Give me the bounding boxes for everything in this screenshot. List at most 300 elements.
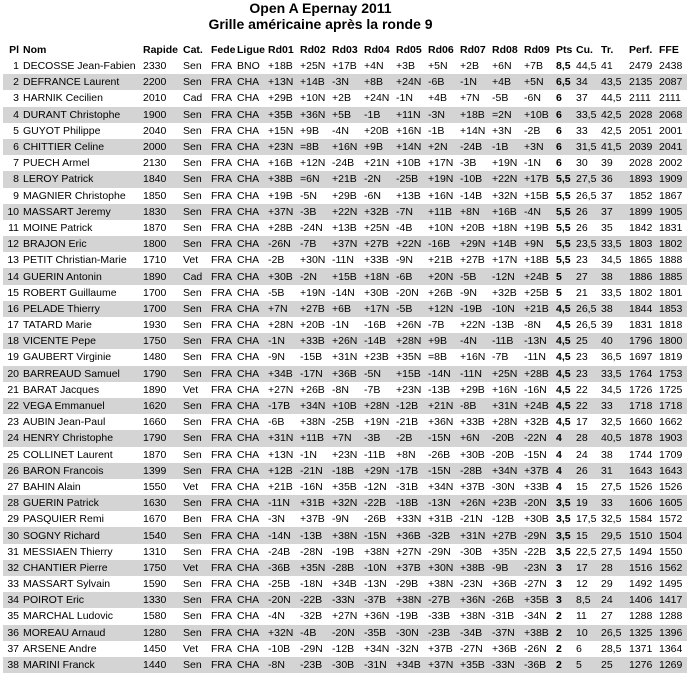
- table-cell: 2087: [658, 74, 687, 90]
- column-header: Perf.: [629, 43, 653, 56]
- table-cell: 41: [601, 60, 613, 73]
- table-cell: 1830: [142, 204, 182, 220]
- table-cell: -30N: [395, 625, 427, 641]
- table-cell: FRA: [210, 204, 236, 220]
- table-cell: -24B: [459, 139, 491, 155]
- table-cell: +27B: [460, 254, 485, 267]
- table-cell: Sen: [183, 124, 202, 137]
- table-cell: +33B: [460, 416, 485, 429]
- table-cell: 34,5: [601, 254, 622, 267]
- table-cell: +3B: [396, 60, 415, 73]
- table-cell: 1725: [659, 383, 683, 396]
- table-cell: FRA: [211, 221, 232, 234]
- table-cell: -22N: [523, 430, 555, 446]
- table-cell: -16N: [524, 383, 547, 396]
- table-cell: 1288: [659, 610, 683, 623]
- table-cell: 23,5: [575, 236, 600, 252]
- table-cell: 1280: [142, 625, 182, 641]
- table-cell: +30B: [524, 513, 549, 526]
- table-row: [3, 236, 687, 252]
- table-cell: -7B: [492, 351, 509, 364]
- table-cell: +33B: [524, 480, 549, 493]
- table-cell: -23N: [460, 578, 483, 591]
- table-cell: +16N: [428, 189, 454, 202]
- table-cell: 24: [576, 448, 588, 461]
- table-cell: -17B: [395, 463, 427, 479]
- table-cell: 2028: [628, 107, 658, 123]
- table-cell: +22N: [331, 204, 363, 220]
- table-cell: +27N: [332, 610, 358, 623]
- table-cell: 26: [3, 463, 22, 479]
- table-cell: +30N: [300, 254, 326, 267]
- table-cell: FRA: [211, 92, 232, 105]
- table-cell: 38: [600, 301, 628, 317]
- table-cell: +10B: [396, 157, 421, 170]
- table-cell: -14N: [267, 527, 299, 543]
- standings-table: [3, 41, 687, 673]
- table-cell: MARCHAL Ludovic: [23, 610, 114, 623]
- table-cell: -11N: [524, 351, 546, 364]
- table-cell: 1870: [143, 448, 167, 461]
- table-cell: +5N: [428, 60, 448, 73]
- table-cell: -3N: [331, 74, 363, 90]
- table-cell: 1905: [658, 204, 687, 220]
- table-cell: -32N: [396, 642, 419, 655]
- table-cell: +36B: [395, 527, 427, 543]
- table-cell: MASSART Jeremy: [22, 204, 142, 220]
- table-cell: GUERIN Patrick: [22, 495, 142, 511]
- table-cell: -20N: [523, 495, 555, 511]
- table-cell: PELADE Thierry: [22, 301, 142, 317]
- table-cell: +13B: [332, 221, 357, 234]
- table-cell: -5N: [300, 189, 317, 202]
- table-cell: +28B: [523, 366, 555, 382]
- table-cell: 5: [13, 124, 19, 137]
- table-cell: -24N: [300, 221, 323, 234]
- table-cell: CHA: [236, 204, 267, 220]
- table-cell: -1B: [363, 107, 395, 123]
- table-cell: 1878: [628, 430, 658, 446]
- table-cell: +38N: [395, 592, 427, 608]
- table-cell: FRA: [211, 578, 232, 591]
- table-cell: 1590: [143, 578, 167, 591]
- table-cell: 1890: [143, 383, 167, 396]
- table-cell: +20B: [300, 319, 325, 332]
- table-cell: Sen: [183, 578, 202, 591]
- table-cell: +34N: [299, 398, 331, 414]
- table-cell: 42,5: [601, 124, 622, 137]
- table-cell: -12B: [492, 513, 515, 526]
- table-cell: -31B: [396, 480, 419, 493]
- table-cell: +23N: [396, 383, 422, 396]
- table-cell: Sen: [183, 60, 202, 73]
- table-cell: CHA: [237, 189, 260, 202]
- table-cell: -4B: [396, 221, 413, 234]
- table-cell: +7N: [267, 301, 299, 317]
- table-cell: -14B: [460, 189, 483, 202]
- table-cell: +36N: [428, 416, 454, 429]
- table-cell: +35B: [267, 107, 299, 123]
- table-cell: -7N: [395, 204, 427, 220]
- column-header: Nom: [23, 43, 47, 56]
- table-cell: +37B: [460, 480, 485, 493]
- table-row: [3, 123, 687, 139]
- table-row: [3, 333, 687, 349]
- table-cell: +34N: [364, 642, 390, 655]
- table-cell: +22N: [491, 171, 523, 187]
- table-cell: -31N: [363, 657, 395, 673]
- table-cell: CHA: [236, 107, 267, 123]
- table-cell: 1831: [659, 221, 683, 234]
- table-cell: FRA: [210, 430, 236, 446]
- column-header: Rd05: [396, 43, 422, 56]
- table-cell: 1909: [658, 171, 687, 187]
- table-cell: +24B: [523, 398, 555, 414]
- table-cell: +35N: [492, 545, 518, 558]
- table-cell: 33,5: [600, 236, 628, 252]
- table-cell: 44,5: [601, 92, 622, 105]
- table-cell: -4B: [299, 625, 331, 641]
- table-cell: CHA: [237, 286, 260, 299]
- table-cell: -3B: [363, 430, 395, 446]
- table-cell: FRA: [210, 560, 236, 576]
- table-cell: -36B: [267, 560, 299, 576]
- table-cell: +12N: [300, 157, 326, 170]
- table-cell: +29B: [332, 189, 357, 202]
- table-cell: CHA: [237, 642, 260, 655]
- column-header: Tr.: [601, 43, 614, 56]
- table-cell: -22B: [524, 545, 547, 558]
- table-cell: 39: [601, 157, 613, 170]
- table-cell: 4,5: [555, 366, 575, 382]
- table-cell: 1726: [629, 383, 653, 396]
- table-cell: -34N: [524, 610, 547, 623]
- table-cell: 13: [7, 254, 19, 267]
- table-cell: Sen: [183, 351, 202, 364]
- table-cell: -34B: [459, 625, 491, 641]
- table-row: [3, 430, 687, 446]
- table-cell: +21B: [523, 301, 555, 317]
- table-cell: 37: [600, 204, 628, 220]
- table-cell: +19N: [300, 286, 326, 299]
- table-cell: +31N: [459, 527, 491, 543]
- table-cell: 1930: [143, 319, 167, 332]
- table-cell: 1450: [143, 642, 167, 655]
- table-cell: -4N: [332, 124, 349, 137]
- table-cell: +14B: [299, 74, 331, 90]
- table-cell: =2N: [491, 107, 523, 123]
- table-cell: -28B: [331, 560, 363, 576]
- table-cell: 36,5: [601, 351, 622, 364]
- table-cell: +19N: [427, 171, 459, 187]
- table-cell: +21B: [331, 171, 363, 187]
- table-cell: -11N: [267, 495, 299, 511]
- table-cell: 1842: [629, 221, 653, 234]
- table-cell: +37B: [428, 642, 453, 655]
- table-row: [3, 657, 687, 673]
- table-cell: -30B: [331, 657, 363, 673]
- table-cell: +16N: [492, 383, 518, 396]
- table-cell: +15B: [524, 189, 549, 202]
- table-cell: +9B: [363, 139, 395, 155]
- table-cell: 1900: [142, 107, 182, 123]
- table-cell: 32,5: [601, 416, 622, 429]
- table-cell: CHA: [236, 301, 267, 317]
- table-cell: +28B: [268, 221, 293, 234]
- table-cell: FRA: [210, 236, 236, 252]
- table-cell: +13B: [396, 189, 421, 202]
- table-cell: 1606: [628, 495, 658, 511]
- table-cell: +37N: [267, 204, 299, 220]
- table-cell: -20B: [492, 448, 515, 461]
- table-cell: MESSIAEN Thierry: [23, 545, 113, 558]
- table-cell: +26N: [331, 333, 363, 349]
- table-cell: COLLINET Laurent: [23, 448, 113, 461]
- table-cell: +35B: [332, 480, 357, 493]
- table-header-row: [3, 41, 687, 58]
- table-cell: +29B: [268, 92, 293, 105]
- table-cell: CHA: [237, 416, 260, 429]
- table-cell: +30N: [427, 560, 459, 576]
- table-cell: +10B: [331, 398, 363, 414]
- table-cell: 2: [3, 74, 22, 90]
- table-row: [3, 58, 687, 74]
- table-cell: CHA: [236, 268, 267, 284]
- table-cell: -30N: [492, 480, 515, 493]
- table-cell: +37B: [523, 463, 555, 479]
- table-cell: Sen: [182, 463, 210, 479]
- table-cell: ROBERT Guillaume: [23, 286, 117, 299]
- table-cell: 8: [3, 171, 22, 187]
- table-cell: 15: [575, 527, 600, 543]
- column-header: Ligue: [237, 43, 265, 56]
- table-cell: Sen: [183, 448, 202, 461]
- table-cell: +36B: [492, 578, 517, 591]
- table-cell: -20B: [491, 430, 523, 446]
- table-cell: -2N: [299, 268, 331, 284]
- table-cell: Sen: [182, 398, 210, 414]
- table-cell: +34N: [428, 480, 454, 493]
- table-cell: 19: [575, 495, 600, 511]
- table-cell: 5,5: [556, 221, 571, 234]
- table-cell: FRA: [210, 495, 236, 511]
- table-cell: 1550: [659, 545, 683, 558]
- table-cell: -16N: [300, 480, 323, 493]
- column-header: Rd07: [460, 43, 486, 56]
- table-cell: -19B: [332, 545, 355, 558]
- table-cell: FRA: [210, 333, 236, 349]
- table-cell: 35: [7, 610, 19, 623]
- table-cell: 1526: [629, 480, 653, 493]
- table-cell: 1406: [628, 592, 658, 608]
- table-cell: -21N: [299, 463, 331, 479]
- table-cell: -1B: [428, 124, 445, 137]
- table-cell: +30B: [267, 268, 299, 284]
- table-cell: +11N: [395, 107, 427, 123]
- table-cell: 26,5: [575, 301, 600, 317]
- table-cell: 38: [600, 268, 628, 284]
- table-cell: 1310: [143, 545, 167, 558]
- table-cell: 2111: [629, 92, 651, 105]
- table-cell: Vet: [183, 254, 199, 267]
- table-cell: 1764: [628, 366, 658, 382]
- table-cell: +5B: [331, 107, 363, 123]
- table-cell: 1803: [628, 236, 658, 252]
- table-cell: 1700: [143, 286, 167, 299]
- table-cell: 5: [575, 657, 600, 673]
- table-cell: +37N: [331, 236, 363, 252]
- table-cell: +4B: [491, 74, 523, 90]
- table-cell: CHA: [236, 657, 267, 673]
- table-cell: -25B: [395, 171, 427, 187]
- table-row: [3, 625, 687, 641]
- table-cell: +16N: [460, 351, 486, 364]
- table-cell: 3: [13, 92, 19, 105]
- table-cell: 1526: [659, 480, 683, 493]
- table-cell: HARNIK Cecilien: [23, 92, 103, 105]
- table-cell: 1893: [628, 171, 658, 187]
- table-row: [3, 511, 687, 527]
- table-cell: 1852: [629, 189, 653, 202]
- table-cell: FRA: [211, 286, 232, 299]
- table-cell: +34B: [395, 657, 427, 673]
- table-cell: +5N: [523, 74, 555, 90]
- table-cell: 1870: [143, 221, 167, 234]
- table-row: [3, 560, 687, 576]
- table-cell: +7N: [331, 430, 363, 446]
- table-cell: +4N: [364, 60, 384, 73]
- table-cell: 19: [7, 351, 19, 364]
- table-cell: 1562: [658, 560, 687, 576]
- table-cell: 4: [556, 448, 562, 461]
- table-cell: 2: [556, 610, 562, 623]
- table-cell: 33: [576, 124, 588, 137]
- table-cell: HENRY Christophe: [22, 430, 142, 446]
- table-cell: Sen: [183, 157, 202, 170]
- table-cell: +6N: [459, 430, 491, 446]
- table-cell: -15N: [524, 448, 547, 461]
- table-cell: +29N: [459, 236, 491, 252]
- table-cell: -8N: [332, 383, 349, 396]
- table-cell: FRA: [210, 592, 236, 608]
- table-cell: -29N: [428, 545, 451, 558]
- table-cell: 4,5: [556, 416, 571, 429]
- table-cell: +9B: [427, 333, 459, 349]
- table-cell: -15N: [427, 463, 459, 479]
- table-cell: -13N: [427, 495, 459, 511]
- table-cell: +38B: [459, 560, 491, 576]
- table-cell: 1718: [658, 398, 687, 414]
- table-cell: =6N: [299, 171, 331, 187]
- table-cell: -9N: [460, 286, 477, 299]
- table-cell: 28: [575, 430, 600, 446]
- table-cell: 1819: [659, 351, 683, 364]
- table-cell: 1550: [143, 480, 167, 493]
- table-cell: -8B: [459, 398, 491, 414]
- table-cell: 1709: [659, 448, 683, 461]
- table-cell: -15B: [300, 351, 323, 364]
- table-cell: 5,5: [556, 189, 571, 202]
- table-cell: +29N: [363, 463, 395, 479]
- table-cell: +36B: [492, 642, 517, 655]
- page-title: Open A Epernay 2011: [249, 0, 392, 16]
- table-cell: Sen: [182, 301, 210, 317]
- table-cell: 30: [3, 527, 22, 543]
- table-cell: 28: [3, 495, 22, 511]
- table-cell: DEFRANCE Laurent: [22, 74, 142, 90]
- table-row: [3, 155, 687, 171]
- table-cell: 40,5: [600, 430, 628, 446]
- table-cell: 2135: [628, 74, 658, 90]
- table-cell: -1B: [491, 139, 523, 155]
- table-cell: -1N: [300, 448, 317, 461]
- table-cell: +25N: [300, 60, 326, 73]
- table-cell: -3B: [299, 204, 331, 220]
- table-cell: +14N: [460, 124, 486, 137]
- table-cell: +2B: [332, 92, 351, 105]
- table-cell: 1: [13, 60, 19, 73]
- table-cell: -23N: [523, 560, 555, 576]
- table-cell: 1662: [659, 416, 683, 429]
- table-cell: +11B: [427, 204, 459, 220]
- table-cell: -7B: [364, 383, 381, 396]
- table-cell: 1269: [658, 657, 687, 673]
- table-cell: 17: [575, 560, 600, 576]
- table-cell: +6B: [331, 301, 363, 317]
- table-cell: Sen: [182, 74, 210, 90]
- table-cell: -15N: [363, 527, 395, 543]
- table-cell: 1818: [659, 319, 683, 332]
- table-cell: 2051: [629, 124, 653, 137]
- table-row: [3, 204, 687, 220]
- table-cell: 2041: [658, 139, 687, 155]
- table-cell: 27,5: [601, 480, 622, 493]
- table-cell: Sen: [182, 107, 210, 123]
- table-cell: +8N: [459, 204, 491, 220]
- table-cell: -13N: [523, 333, 555, 349]
- table-cell: +18B: [459, 107, 491, 123]
- table-cell: 33: [600, 398, 628, 414]
- table-cell: FRA: [211, 157, 232, 170]
- table-cell: 26: [576, 221, 588, 234]
- table-cell: 1643: [628, 463, 658, 479]
- table-cell: 1903: [658, 430, 687, 446]
- table-cell: -31B: [492, 610, 515, 623]
- table-cell: 2200: [142, 74, 182, 90]
- table-cell: +19N: [364, 416, 390, 429]
- table-cell: 1630: [142, 495, 182, 511]
- table-cell: FRA: [211, 383, 232, 396]
- table-cell: +12N: [427, 301, 459, 317]
- column-header: Rapide: [143, 43, 179, 56]
- table-cell: +14B: [491, 236, 523, 252]
- table-cell: CHA: [237, 351, 260, 364]
- table-cell: Sen: [182, 366, 210, 382]
- table-cell: CHA: [236, 139, 267, 155]
- table-cell: 15: [576, 480, 588, 493]
- table-cell: +6N: [492, 60, 512, 73]
- table-cell: -26N: [524, 642, 547, 655]
- table-cell: 1399: [142, 463, 182, 479]
- table-cell: 17: [576, 416, 588, 429]
- table-cell: CHA: [237, 480, 260, 493]
- table-cell: 5,5: [555, 236, 575, 252]
- table-cell: 1753: [658, 366, 687, 382]
- table-cell: 4: [556, 480, 562, 493]
- table-cell: VEGA Emmanuel: [22, 398, 142, 414]
- table-cell: 4,5: [555, 301, 575, 317]
- table-cell: +21N: [427, 398, 459, 414]
